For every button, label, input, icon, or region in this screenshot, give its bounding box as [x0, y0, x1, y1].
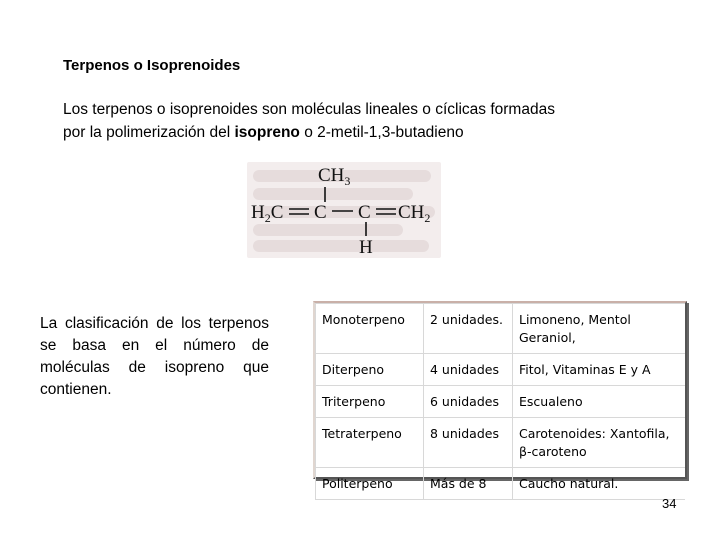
examples-cell: Limoneno, Mentol Geraniol, — [513, 304, 686, 354]
terpene-type-cell: Monoterpeno — [316, 304, 424, 354]
terpene-type-cell: Politerpeno — [316, 468, 424, 500]
table-row — [316, 304, 686, 354]
slide-title: Terpenos o Isoprenoides — [63, 57, 241, 74]
terpene-type-cell: Triterpeno — [316, 386, 424, 418]
isoprene-units-cell: 2 unidades. — [424, 304, 513, 354]
isoprene-term: isopreno — [234, 124, 300, 141]
terpene-type-cell: Diterpeno — [316, 354, 424, 386]
h2c-label: $H_2C$ — [251, 202, 284, 225]
examples-cell: Caucho natural. — [513, 468, 686, 500]
intro-line-2-end: o 2-metil-1,3-butadieno — [299, 124, 464, 141]
table-row — [316, 418, 686, 468]
intro-paragraph — [63, 98, 663, 144]
isoprene-units-cell: 6 unidades — [424, 386, 513, 418]
isoprene-units-cell: 4 unidades — [424, 354, 513, 386]
examples-cell: Fitol, Vitaminas E y A — [513, 354, 686, 386]
examples-cell: Carotenoides: Xantofila, β-caroteno — [513, 418, 686, 468]
isoprene-units-cell: 8 unidades — [424, 418, 513, 468]
table-row — [316, 468, 686, 500]
isoprene-units-cell: Más de 8 — [424, 468, 513, 500]
ch2-label: $CH_2$ — [398, 202, 431, 225]
c2-label: C — [314, 202, 327, 223]
c3-label: C — [358, 202, 371, 223]
isoprene-structure-drawing — [247, 162, 441, 258]
classification-paragraph: La clasificación de los terpenos se basa en el número de moléculas de isopreno que contienen. — [40, 315, 269, 398]
terpene-classification-table — [313, 301, 687, 491]
terpene-type-cell: Tetraterpeno — [316, 418, 424, 468]
hydrogen-label: H — [359, 237, 373, 258]
isoprene-formula-image — [247, 162, 441, 258]
table-row — [316, 354, 686, 386]
intro-line-1: Los terpenos o isoprenoides son moléculas lineales o cíclicas formadas — [63, 101, 555, 118]
table-row — [316, 386, 686, 418]
intro-line-2-start: por la polimerización del — [63, 124, 235, 141]
examples-cell: Escualeno — [513, 386, 686, 418]
methyl-group-label: $CH_3$ — [318, 165, 351, 188]
page-number: 34 — [662, 496, 677, 511]
